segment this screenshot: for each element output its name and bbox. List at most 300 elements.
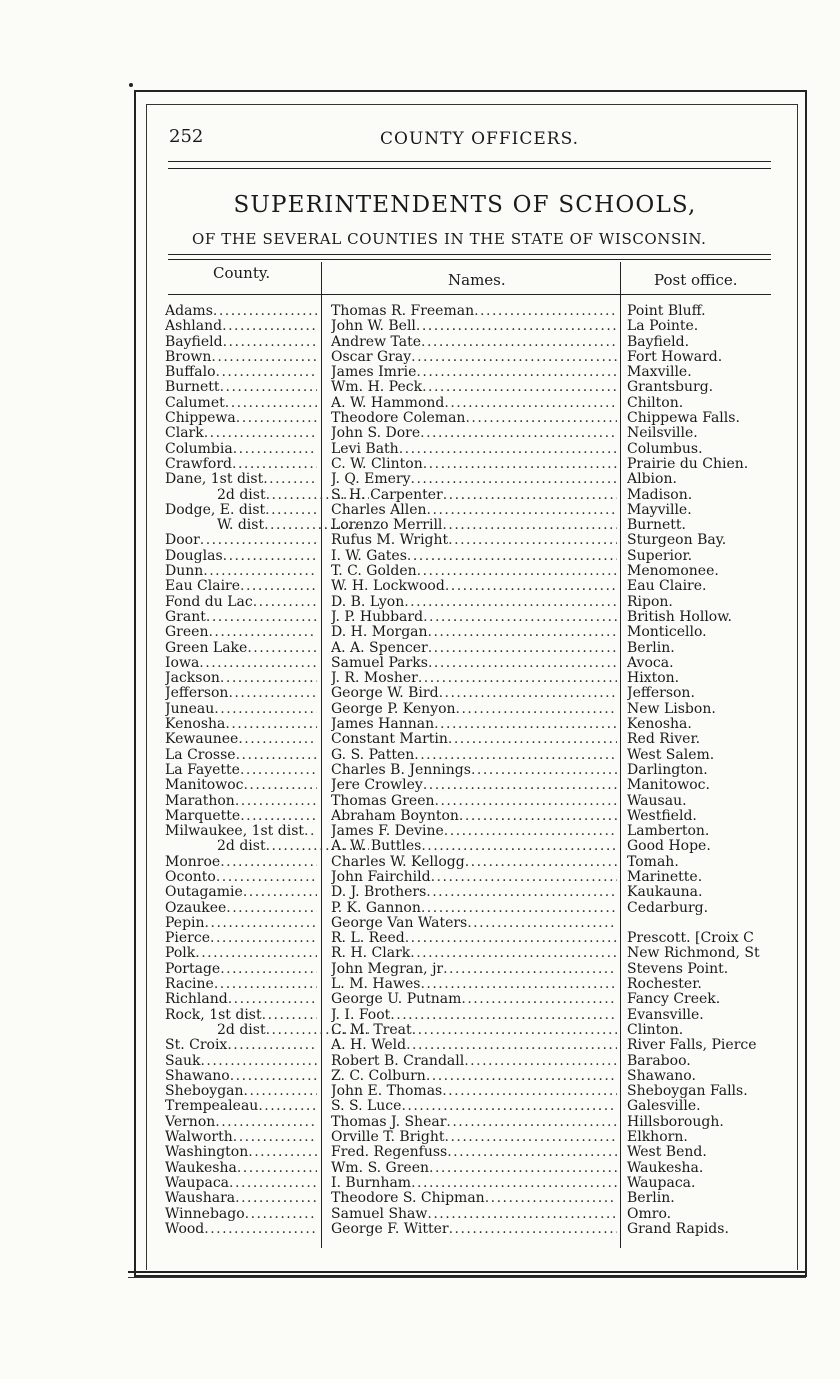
table-row (0, 839, 840, 854)
table-row (0, 946, 840, 961)
bottom-rule (128, 1271, 806, 1273)
county-cell (165, 977, 317, 992)
name-cell (331, 304, 617, 319)
name-cell (331, 319, 617, 334)
leader-dots (265, 503, 317, 518)
superintendent-name: A. H. Weld (331, 1038, 407, 1054)
leader-dots (304, 824, 317, 839)
post-office: Westfield. (627, 808, 697, 824)
post-office: Superior. (627, 548, 693, 564)
name-cell (331, 809, 617, 824)
leader-dots (215, 1115, 317, 1130)
leader-dots (459, 809, 617, 824)
name-cell (331, 977, 617, 992)
table-row (0, 1145, 840, 1160)
county-name: Juneau (165, 701, 215, 717)
post-office: Grand Rapids. (627, 1221, 729, 1237)
leader-dots (240, 763, 317, 778)
county-cell (165, 671, 317, 686)
county-cell (165, 931, 317, 946)
county-name: Sauk (165, 1053, 201, 1069)
name-cell (331, 962, 617, 977)
leader-dots (421, 901, 617, 916)
name-cell (331, 533, 617, 548)
post-office: Albion. (627, 472, 677, 488)
superintendent-name: C. M. Treat (331, 1022, 412, 1038)
post-office: New Richmond, St (627, 946, 760, 962)
bottom-rule-thin (128, 1277, 806, 1278)
name-cell (331, 1023, 617, 1038)
name-cell (331, 1084, 617, 1099)
superintendent-name: Lorenzo Merrill (331, 518, 443, 534)
leader-dots (220, 380, 317, 395)
county-name: Jefferson (165, 686, 229, 702)
table-row (0, 702, 840, 717)
post-office: Waukesha. (627, 1160, 704, 1176)
county-name: Grant (165, 609, 206, 625)
post-office: Prescott. [Croix C (627, 931, 754, 947)
leader-dots (427, 503, 617, 518)
superintendent-name: Wm. S. Green (331, 1160, 430, 1176)
county-cell (165, 778, 317, 793)
county-name: Columbia (165, 441, 233, 457)
page-subtitle: OF THE SEVERAL COUNTIES IN THE STATE OF WISCONSIN. (192, 230, 707, 248)
table-row (0, 503, 840, 518)
table-row (0, 1207, 840, 1222)
county-name: 2d dist (217, 1022, 266, 1038)
leader-dots (435, 794, 617, 809)
leader-dots (240, 809, 317, 824)
table-row (0, 717, 840, 732)
superintendent-name: George U. Putnam (331, 992, 462, 1008)
name-cell (331, 1069, 617, 1084)
county-cell (165, 564, 317, 579)
officer-table (0, 304, 840, 1237)
county-name: Kewaunee (165, 732, 239, 748)
leader-dots (411, 350, 617, 365)
table-row (0, 1084, 840, 1099)
leader-dots (214, 702, 317, 717)
county-name: La Crosse (165, 747, 236, 763)
post-office: Hillsborough. (627, 1114, 724, 1130)
table-row (0, 564, 840, 579)
table-row (0, 625, 840, 640)
leader-dots (247, 641, 317, 656)
table-row (0, 809, 840, 824)
leader-dots (442, 1084, 617, 1099)
county-cell (165, 1069, 317, 1084)
county-name: Oconto (165, 869, 216, 885)
post-office: Point Bluff. (627, 304, 706, 319)
leader-dots (235, 794, 317, 809)
leader-dots (431, 870, 617, 885)
post-office: Galesville. (627, 1099, 701, 1115)
county-name: Iowa (165, 655, 200, 671)
leader-dots (262, 1008, 317, 1023)
superintendent-name: Thomas J. Shear (331, 1114, 447, 1130)
name-cell (331, 411, 617, 426)
county-cell (165, 411, 317, 426)
county-cell (165, 549, 317, 564)
county-cell (165, 335, 317, 350)
table-row (0, 1130, 840, 1145)
county-name: Ozaukee (165, 900, 227, 916)
name-cell (331, 1176, 617, 1191)
county-cell (165, 702, 317, 717)
leader-dots (423, 610, 617, 625)
superintendent-name: Samuel Parks (331, 655, 428, 671)
table-row (0, 1023, 840, 1038)
superintendent-name: S. H. Carpenter (331, 487, 443, 503)
leader-dots (471, 763, 617, 778)
table-row (0, 1115, 840, 1130)
name-cell (331, 625, 617, 640)
post-office: River Falls, Pierce (627, 1038, 757, 1054)
county-name: Eau Claire (165, 579, 241, 595)
leader-dots (410, 946, 617, 961)
county-cell (165, 748, 317, 763)
leader-dots (444, 396, 617, 411)
county-cell (165, 916, 317, 931)
superintendent-name: G. S. Patten (331, 747, 415, 763)
leader-dots (404, 595, 617, 610)
leader-dots (223, 549, 317, 564)
table-row (0, 365, 840, 380)
county-cell (165, 824, 317, 839)
table-row (0, 870, 840, 885)
county-name: Vernon (165, 1114, 216, 1130)
name-cell (331, 396, 617, 411)
county-name: Richland (165, 992, 228, 1008)
post-office: Rochester. (627, 977, 702, 993)
leader-dots (411, 1176, 617, 1191)
name-cell (331, 442, 617, 457)
leader-dots (208, 625, 317, 640)
post-office: Berlin. (627, 1191, 675, 1207)
county-name: Fond du Lac (165, 594, 253, 610)
superintendent-name: John E. Thomas (331, 1084, 443, 1100)
superintendent-name: A. W. Hammond (331, 395, 445, 411)
county-cell (165, 365, 317, 380)
superintendent-name: P. K. Gannon (331, 900, 421, 916)
county-name: Trempealeau (165, 1099, 259, 1115)
county-name: Buffalo (165, 365, 216, 381)
name-cell (331, 1099, 617, 1114)
name-cell (331, 855, 617, 870)
post-office: Fancy Creek. (627, 992, 721, 1008)
leader-dots (214, 977, 317, 992)
leader-dots (228, 686, 317, 701)
county-name: Milwaukee, 1st dist (165, 824, 305, 840)
leader-dots (406, 1038, 617, 1053)
name-cell (331, 1054, 617, 1069)
superintendent-name: J. I. Foot (331, 1007, 391, 1023)
county-cell (165, 426, 317, 441)
table-row (0, 304, 840, 319)
superintendent-name: George Van Waters (331, 915, 468, 931)
name-cell (331, 426, 617, 441)
post-office: Jefferson. (627, 686, 695, 702)
table-row (0, 533, 840, 548)
superintendent-name: R. L. Reed (331, 931, 405, 947)
superintendent-name: Fred. Regenfuss (331, 1145, 448, 1161)
leader-dots (444, 824, 617, 839)
leader-dots (405, 931, 617, 946)
leader-dots (222, 319, 317, 334)
table-row (0, 396, 840, 411)
superintendent-name: Orville T. Bright (331, 1130, 445, 1146)
name-cell (331, 931, 617, 946)
county-name: 2d dist (217, 487, 266, 503)
leader-dots (235, 1191, 317, 1206)
county-cell (165, 625, 317, 640)
table-row (0, 1176, 840, 1191)
post-office: Manitowoc. (627, 778, 710, 794)
superintendent-name: I. W. Gates (331, 548, 407, 564)
superintendent-name: Jere Crowley (331, 778, 423, 794)
page-number: 252 (169, 126, 204, 147)
county-cell (165, 350, 317, 365)
table-row (0, 686, 840, 701)
table-row (0, 855, 840, 870)
post-office: Burnett. (627, 518, 687, 534)
leader-dots (225, 717, 317, 732)
leader-dots (474, 304, 617, 319)
table-row (0, 350, 840, 365)
leader-dots (449, 1222, 617, 1237)
superintendent-name: Z. C. Colburn (331, 1068, 426, 1084)
leader-dots (227, 1038, 317, 1053)
superintendent-name: T. C. Golden (331, 564, 417, 580)
leader-dots (414, 748, 617, 763)
name-cell (331, 671, 617, 686)
post-office: New Lisbon. (627, 701, 716, 717)
column-header-county: County. (213, 264, 271, 282)
county-name: Green (165, 625, 209, 641)
table-row (0, 488, 840, 503)
name-cell (331, 717, 617, 732)
name-cell (331, 1222, 617, 1237)
page-title: SUPERINTENDENTS OF SCHOOLS, (233, 192, 697, 218)
county-cell (165, 319, 317, 334)
leader-dots (228, 992, 317, 1007)
leader-dots (445, 1130, 618, 1145)
post-office: Chippewa Falls. (627, 411, 740, 427)
leader-dots (443, 488, 617, 503)
table-row (0, 319, 840, 334)
county-cell (165, 304, 317, 319)
superintendent-name: A. W. Buttles (331, 839, 422, 855)
name-cell (331, 916, 617, 931)
leader-dots (420, 977, 617, 992)
leader-dots (418, 671, 617, 686)
county-cell (165, 1054, 317, 1069)
county-cell (165, 503, 317, 518)
name-cell (331, 488, 617, 503)
leader-dots (461, 992, 617, 1007)
county-cell (165, 1222, 317, 1237)
superintendent-name: D. J. Brothers (331, 885, 427, 901)
post-office: Grantsburg. (627, 380, 714, 396)
leader-dots (429, 1161, 617, 1176)
leader-dots (428, 656, 617, 671)
leader-dots (243, 778, 317, 793)
superintendent-name: James F. Devine (331, 824, 444, 840)
superintendent-name: Charles B. Jennings (331, 762, 471, 778)
table-row (0, 518, 840, 533)
county-name: Polk (165, 946, 196, 962)
leader-dots (233, 1130, 317, 1145)
table-row (0, 380, 840, 395)
leader-dots (199, 656, 317, 671)
name-cell (331, 610, 617, 625)
name-cell (331, 870, 617, 885)
name-cell (331, 1115, 617, 1130)
table-row (0, 931, 840, 946)
superintendent-name: George P. Kenyon (331, 701, 456, 717)
superintendent-name: R. H. Clark (331, 946, 411, 962)
table-row (0, 916, 840, 931)
leader-dots (428, 625, 617, 640)
county-name: Crawford (165, 456, 232, 472)
county-cell (165, 579, 317, 594)
county-name: Walworth (165, 1130, 233, 1146)
post-office: Cedarburg. (627, 900, 709, 916)
leader-dots (416, 365, 617, 380)
table-row (0, 1054, 840, 1069)
superintendent-name: A. A. Spencer (331, 640, 428, 656)
post-office: Kaukauna. (627, 885, 703, 901)
post-office: Avoca. (627, 655, 674, 671)
leader-dots (225, 396, 317, 411)
table-row (0, 732, 840, 747)
superintendent-name: D. B. Lyon (331, 594, 405, 610)
table-row (0, 962, 840, 977)
leader-dots (220, 855, 317, 870)
post-office: Shawano. (627, 1068, 696, 1084)
superintendent-name: Robert B. Crandall (331, 1053, 465, 1069)
name-cell (331, 992, 617, 1007)
table-row (0, 411, 840, 426)
leader-dots (426, 885, 617, 900)
county-name: La Fayette (165, 762, 240, 778)
county-cell (165, 1099, 317, 1114)
post-office: Good Hope. (627, 839, 711, 855)
superintendent-name: Wm. H. Peck (331, 380, 423, 396)
county-name: Ashland (165, 319, 223, 335)
leader-dots (412, 1023, 617, 1038)
post-office: Tomah. (627, 854, 679, 870)
leader-dots (467, 916, 617, 931)
leader-dots (240, 579, 317, 594)
post-office: Evansville. (627, 1007, 704, 1023)
leader-dots (220, 962, 317, 977)
county-cell (165, 396, 317, 411)
table-row (0, 549, 840, 564)
county-name: Douglas (165, 548, 223, 564)
superintendent-name: S. S. Luce (331, 1099, 402, 1115)
name-cell (331, 472, 617, 487)
name-cell (331, 702, 617, 717)
leader-dots (195, 946, 317, 961)
post-office: La Pointe. (627, 319, 699, 335)
leader-dots (417, 564, 617, 579)
name-cell (331, 503, 617, 518)
table-row (0, 1191, 840, 1206)
post-office: Waupaca. (627, 1175, 696, 1191)
county-name: Manitowoc (165, 778, 244, 794)
name-cell (331, 350, 617, 365)
leader-dots (416, 319, 617, 334)
county-name: Portage (165, 961, 221, 977)
post-office: Neilsville. (627, 426, 698, 442)
post-office: Red River. (627, 732, 701, 748)
name-cell (331, 946, 617, 961)
superintendent-name: Rufus M. Wright (331, 533, 449, 549)
county-cell (165, 641, 317, 656)
county-name: Washington (165, 1145, 249, 1161)
name-cell (331, 778, 617, 793)
county-name: Waukesha (165, 1160, 237, 1176)
leader-dots (465, 411, 617, 426)
name-cell (331, 686, 617, 701)
leader-dots (232, 457, 317, 472)
post-office: Sturgeon Bay. (627, 533, 727, 549)
county-cell (165, 656, 317, 671)
name-cell (331, 641, 617, 656)
post-office: Prairie du Chien. (627, 456, 749, 472)
county-name: Winnebago (165, 1206, 245, 1222)
post-office: Kenosha. (627, 717, 692, 733)
post-office: Sheboygan Falls. (627, 1084, 748, 1100)
name-cell (331, 748, 617, 763)
leader-dots (401, 1099, 617, 1114)
post-office: Marinette. (627, 869, 703, 885)
post-office: Berlin. (627, 640, 675, 656)
superintendent-name: Thomas Green (331, 793, 435, 809)
table-row (0, 656, 840, 671)
running-head: COUNTY OFFICERS. (380, 129, 580, 149)
post-office: West Salem. (627, 747, 715, 763)
leader-dots (204, 426, 317, 441)
county-name: Jackson (165, 671, 220, 687)
name-cell (331, 885, 617, 900)
county-name: Dane, 1st dist (165, 472, 264, 488)
post-office: Lamberton. (627, 824, 710, 840)
county-name: Shawano (165, 1068, 230, 1084)
table-row (0, 977, 840, 992)
leader-dots (236, 411, 317, 426)
leader-dots (248, 1145, 317, 1160)
superintendent-name: George F. Witter (331, 1221, 449, 1237)
county-cell (165, 472, 317, 487)
name-cell (331, 824, 617, 839)
name-cell (331, 579, 617, 594)
leader-dots (407, 549, 617, 564)
county-cell (165, 809, 317, 824)
leader-dots (245, 1207, 317, 1222)
name-cell (331, 1038, 617, 1053)
table-row (0, 610, 840, 625)
leader-dots (390, 1008, 617, 1023)
leader-dots (263, 472, 317, 487)
name-cell (331, 1145, 617, 1160)
superintendent-name: Charles W. Kellogg (331, 854, 465, 870)
leader-dots (423, 778, 617, 793)
leader-dots (238, 732, 317, 747)
table-row (0, 641, 840, 656)
table-row (0, 579, 840, 594)
